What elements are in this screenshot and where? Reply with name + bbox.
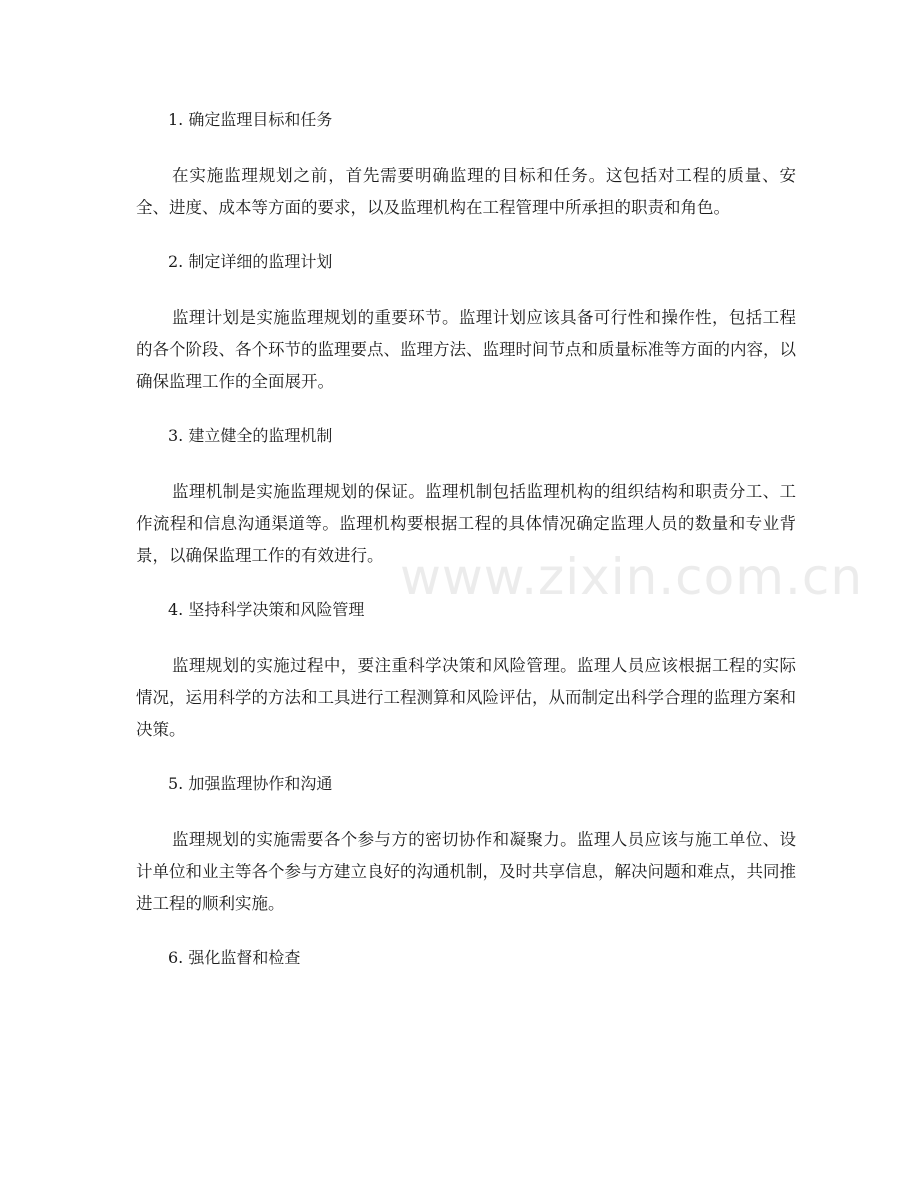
section-body-3: 监理机制是实施监理规划的保证。监理机制包括监理机构的组织结构和职责分工、工作流程和信息沟通渠道等。监理机构要根据工程的具体情况确定监理人员的数量和专业背景，以确保监理工作的有效进行。 xyxy=(136,482,796,565)
section-body-2: 监理计划是实施监理规划的重要环节。监理计划应该具备可行性和操作性，包括工程的各个阶段、各个环节的监理要点、监理方法、监理时间节点和质量标准等方面的内容，以确保监理工作的全面展开。 xyxy=(136,308,796,391)
section-body-4: 监理规划的实施过程中，要注重科学决策和风险管理。监理人员应该根据工程的实际情况，运用科学的方法和工具进行工程测算和风险评估，从而制定出科学合理的监理方案和决策。 xyxy=(136,656,796,739)
watermark-text: www.zixin.com.cn xyxy=(400,548,864,606)
section-heading-6: 6. 强化监督和检查 xyxy=(168,948,301,967)
section-heading-1: 1. 确定监理目标和任务 xyxy=(168,110,333,129)
section-body-1: 在实施监理规划之前，首先需要明确监理的目标和任务。这包括对工程的质量、安全、进度、成本等方面的要求，以及监理机构在工程管理中所承担的职责和角色。 xyxy=(136,166,796,217)
section-heading-5: 5. 加强监理协作和沟通 xyxy=(168,774,333,793)
document-content xyxy=(136,104,796,974)
section-heading-2: 2. 制定详细的监理计划 xyxy=(168,252,333,271)
section-heading-4: 4. 坚持科学决策和风险管理 xyxy=(168,600,365,619)
section-heading-3: 3. 建立健全的监理机制 xyxy=(168,426,333,445)
section-body-5: 监理规划的实施需要各个参与方的密切协作和凝聚力。监理人员应该与施工单位、设计单位和业主等各个参与方建立良好的沟通机制，及时共享信息，解决问题和难点，共同推进工程的顺利实施。 xyxy=(136,830,796,913)
